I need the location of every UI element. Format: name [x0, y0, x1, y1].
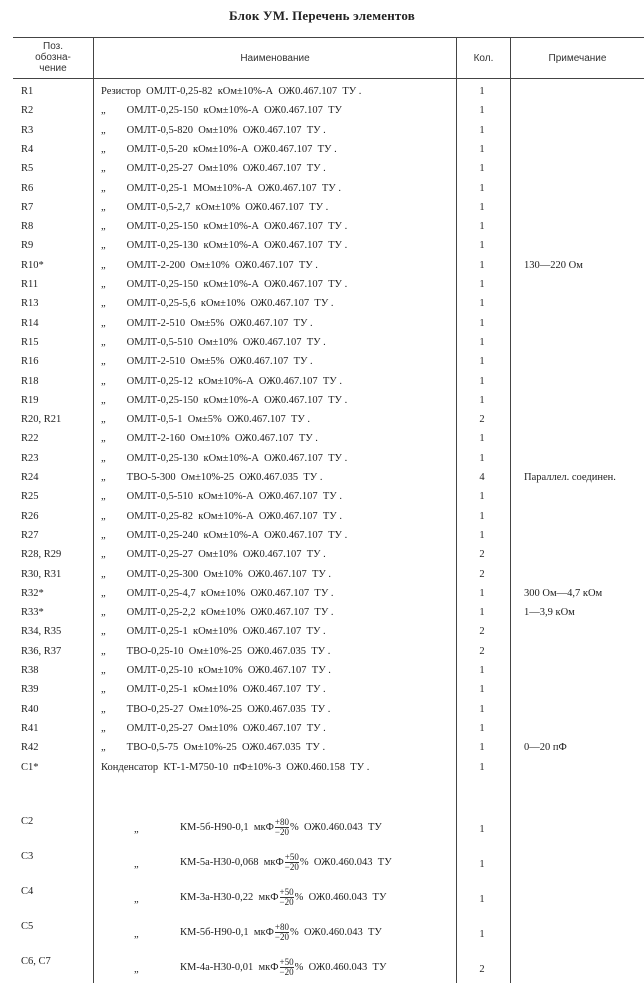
- row-quantity: 1: [479, 375, 485, 387]
- header-pos-line: обозна-: [35, 52, 71, 63]
- row-quantity: 1: [479, 929, 485, 940]
- row-name: „ ОМЛТ-0,25-130 кОм±10%-А ОЖ0.467.107 ТУ .: [101, 452, 348, 464]
- row-note: 0—20 пФ: [524, 742, 567, 754]
- tolerance-lower: −20: [284, 862, 299, 872]
- row-quantity: 1: [479, 587, 485, 599]
- row-tail: % ОЖ0.460.043 ТУ: [299, 856, 392, 868]
- header-pos-line: Поз.: [43, 41, 63, 52]
- row-name: „ ОМЛТ-0,5-820 Ом±10% ОЖ0.467.107 ТУ .: [101, 124, 326, 136]
- tolerance-upper: +50: [279, 957, 294, 967]
- row-ditto-mark: „: [134, 929, 139, 940]
- row-name: „ ОМЛТ-0,5-2,7 кОм±10% ОЖ0.467.107 ТУ .: [101, 201, 329, 213]
- row-position: R27: [21, 529, 39, 541]
- row-name: „ ОМЛТ-0,25-10 кОм±10% ОЖ0.467.107 ТУ .: [101, 665, 331, 676]
- header-name: Наименование: [240, 53, 310, 64]
- tolerance-upper: +80: [274, 817, 289, 827]
- tolerance-lower: −20: [279, 897, 294, 907]
- row-name: „ ОМЛТ-0,25-5,6 кОм±10% ОЖ0.467.107 ТУ .: [101, 298, 334, 310]
- row-name: „ ОМЛТ-0,25-27 Ом±10% ОЖ0.467.107 ТУ .: [101, 549, 326, 561]
- row-position: R11: [21, 279, 39, 290]
- row-position: C4: [21, 886, 34, 897]
- row-quantity: 1: [479, 105, 485, 117]
- row-quantity: 1: [479, 201, 485, 213]
- row-position: R6: [21, 182, 34, 194]
- row-position: R5: [21, 163, 34, 175]
- tolerance-upper: +50: [279, 887, 294, 897]
- row-ditto-mark: „: [134, 964, 139, 975]
- row-name: „ ТВО-0,25-10 Ом±10%-25 ОЖ0.467.035 ТУ .: [101, 645, 331, 657]
- row-name: [180, 818, 382, 837]
- row-position: R39: [21, 684, 39, 696]
- row-position: R36, R37: [21, 645, 62, 657]
- row-position: R3: [21, 124, 34, 136]
- row-part-code: КМ-4а-Н30-0,01 мкФ: [180, 961, 279, 973]
- row-quantity: 1: [479, 684, 485, 696]
- row-name: „ ОМЛТ-0,25-300 Ом±10% ОЖ0.467.107 ТУ .: [101, 568, 332, 580]
- row-name: „ ОМЛТ-0,25-12 кОм±10%-А ОЖ0.467.107 ТУ .: [101, 375, 342, 387]
- row-name: Конденсатор КТ-1-М750-10 пФ±10%-3 ОЖ0.460.158 ТУ .: [101, 761, 370, 773]
- row-position: R26: [21, 510, 39, 522]
- tolerance-fraction: [280, 888, 294, 907]
- row-position: R10*: [21, 259, 44, 271]
- row-ditto-mark: „: [134, 824, 139, 835]
- row-position: R41: [21, 722, 39, 734]
- row-quantity: 1: [479, 859, 485, 870]
- row-quantity: 1: [479, 259, 485, 271]
- row-quantity: 2: [479, 549, 485, 561]
- table-top-border: [13, 37, 644, 38]
- row-name: „ ОМЛТ-0,25-1 кОм±10% ОЖ0.467.107 ТУ .: [101, 684, 326, 696]
- tolerance-fraction: [275, 923, 289, 942]
- row-quantity: 1: [479, 182, 485, 194]
- row-part-code: КМ-3а-Н30-0,22 мкФ: [180, 891, 279, 903]
- row-name: „ ОМЛТ-0,5-1 Ом±5% ОЖ0.467.107 ТУ .: [101, 414, 311, 426]
- tolerance-lower: −20: [279, 967, 294, 977]
- row-position: R7: [21, 201, 34, 213]
- tolerance-fraction: [275, 818, 289, 837]
- row-position: R32*: [21, 587, 44, 599]
- header-pos: [14, 41, 92, 74]
- row-name: „ ОМЛТ-0,5-510 кОм±10%-А ОЖ0.467.107 ТУ .: [101, 491, 342, 503]
- row-part-code: КМ-5б-Н90-0,1 мкФ: [180, 926, 274, 938]
- row-name: „ ОМЛТ-0,25-27 Ом±10% ОЖ0.467.107 ТУ .: [101, 722, 326, 734]
- row-name: „ ТВО-5-300 Ом±10%-25 ОЖ0.467.035 ТУ .: [101, 472, 323, 483]
- row-quantity: 1: [479, 824, 485, 835]
- row-name: „ ОМЛТ-0,25-150 кОм±10%-А ОЖ0.467.107 ТУ: [101, 105, 342, 117]
- row-tail: % ОЖ0.460.043 ТУ: [294, 891, 387, 903]
- row-note: 130—220 Ом: [524, 259, 583, 271]
- row-name: „ ОМЛТ-0,5-20 кОм±10%-А ОЖ0.467.107 ТУ .: [101, 143, 337, 155]
- row-name: „ ОМЛТ-0,25-2,2 кОм±10% ОЖ0.467.107 ТУ .: [101, 607, 334, 619]
- row-name: „ ОМЛТ-0,5-510 Ом±10% ОЖ0.467.107 ТУ .: [101, 336, 326, 348]
- row-name: „ ОМЛТ-0,25-150 кОм±10%-А ОЖ0.467.107 ТУ .: [101, 221, 348, 233]
- row-tail: % ОЖ0.460.043 ТУ: [290, 926, 382, 938]
- row-name: „ ОМЛТ-0,25-240 кОм±10%-А ОЖ0.467.107 ТУ .: [101, 529, 348, 541]
- row-position: R18: [21, 375, 39, 387]
- tolerance-upper: +80: [274, 922, 289, 932]
- row-quantity: 1: [479, 240, 485, 252]
- row-name: [180, 958, 386, 977]
- row-quantity: 2: [479, 414, 485, 426]
- header-bottom-border: [13, 78, 644, 79]
- header-pos-line: чение: [39, 63, 67, 74]
- row-tail: % ОЖ0.460.043 ТУ: [290, 821, 382, 833]
- row-position: R15: [21, 336, 39, 348]
- row-quantity: 1: [479, 761, 485, 773]
- row-ditto-mark: „: [134, 894, 139, 905]
- row-quantity: 2: [479, 626, 485, 638]
- row-name: „ ОМЛТ-0,25-130 кОм±10%-А ОЖ0.467.107 ТУ .: [101, 240, 348, 252]
- row-position: R40: [21, 703, 39, 715]
- row-name: „ ОМЛТ-0,25-150 кОм±10%-А ОЖ0.467.107 ТУ .: [101, 394, 348, 406]
- column-divider-name: [456, 37, 457, 983]
- row-tail: % ОЖ0.460.043 ТУ: [294, 961, 387, 973]
- row-quantity: 1: [479, 491, 485, 503]
- row-note: 300 Ом—4,7 кОм: [524, 587, 603, 599]
- row-position: R14: [21, 317, 39, 329]
- row-name: „ ОМЛТ-0,25-4,7 кОм±10% ОЖ0.467.107 ТУ .: [101, 587, 334, 599]
- row-position: R20, R21: [21, 414, 62, 426]
- page-title: Блок УМ. Перечень элементов: [229, 8, 415, 23]
- row-position: R30, R31: [21, 568, 62, 580]
- row-position: C6, C7: [21, 956, 51, 967]
- row-quantity: 1: [479, 356, 485, 368]
- column-divider-pos: [93, 37, 94, 983]
- row-name: „ ОМЛТ-0,25-1 МОм±10%-А ОЖ0.467.107 ТУ .: [101, 182, 341, 194]
- header-qty: Кол.: [473, 53, 494, 64]
- row-name: „ ОМЛТ-0,25-1 кОм±10% ОЖ0.467.107 ТУ .: [101, 626, 326, 638]
- row-position: R34, R35: [21, 626, 62, 638]
- row-position: R4: [21, 143, 34, 155]
- row-part-code: КМ-5а-Н30-0,068 мкФ: [180, 856, 284, 868]
- row-name: Резистор ОМЛТ-0,25-82 кОм±10%-А ОЖ0.467.107 ТУ .: [101, 86, 362, 97]
- column-divider-qty: [510, 37, 511, 983]
- tolerance-upper: +50: [284, 852, 299, 862]
- row-part-code: КМ-5б-Н90-0,1 мкФ: [180, 821, 274, 833]
- row-quantity: 4: [479, 472, 485, 483]
- row-position: R9: [21, 240, 34, 252]
- row-note: 1—3,9 кОм: [524, 607, 575, 619]
- tolerance-lower: −20: [274, 932, 289, 942]
- row-name: „ ОМЛТ-2-510 Ом±5% ОЖ0.467.107 ТУ .: [101, 317, 313, 329]
- row-name: „ ОМЛТ-0,25-27 Ом±10% ОЖ0.467.107 ТУ .: [101, 163, 326, 175]
- row-name: „ ОМЛТ-0,25-150 кОм±10%-А ОЖ0.467.107 ТУ .: [101, 279, 348, 290]
- row-position: R22: [21, 433, 39, 445]
- row-name: „ ТВО-0,25-27 Ом±10%-25 ОЖ0.467.035 ТУ .: [101, 703, 331, 715]
- row-position: R38: [21, 665, 39, 676]
- row-quantity: 1: [479, 452, 485, 464]
- row-position: R16: [21, 356, 39, 368]
- row-position: R25: [21, 491, 39, 503]
- row-position: R2: [21, 105, 34, 117]
- row-position: R19: [21, 394, 39, 406]
- row-quantity: 2: [479, 568, 485, 580]
- row-quantity: 1: [479, 394, 485, 406]
- row-position: C1*: [21, 761, 39, 773]
- row-quantity: 1: [479, 665, 485, 676]
- row-position: R1: [21, 86, 34, 97]
- row-quantity: 1: [479, 742, 485, 754]
- row-quantity: 2: [479, 645, 485, 657]
- row-quantity: 1: [479, 143, 485, 155]
- row-quantity: 1: [479, 529, 485, 541]
- row-name: „ ТВО-0,5-75 Ом±10%-25 ОЖ0.467.035 ТУ .: [101, 742, 326, 754]
- row-quantity: 1: [479, 124, 485, 136]
- row-position: R8: [21, 221, 34, 233]
- row-position: R13: [21, 298, 39, 310]
- row-quantity: 1: [479, 86, 485, 97]
- row-quantity: 1: [479, 722, 485, 734]
- row-position: R28, R29: [21, 549, 62, 561]
- row-quantity: 1: [479, 703, 485, 715]
- row-name: „ ОМЛТ-2-200 Ом±10% ОЖ0.467.107 ТУ .: [101, 259, 318, 271]
- row-quantity: 1: [479, 221, 485, 233]
- row-position: R42: [21, 742, 39, 754]
- row-position: C3: [21, 851, 34, 862]
- tolerance-fraction: [285, 853, 299, 872]
- row-quantity: 1: [479, 279, 485, 290]
- row-quantity: 1: [479, 317, 485, 329]
- row-position: R33*: [21, 607, 44, 619]
- row-note: Параллел. соединен.: [524, 472, 616, 483]
- row-quantity: 1: [479, 336, 485, 348]
- row-quantity: 1: [479, 510, 485, 522]
- row-position: R23: [21, 452, 39, 464]
- row-name: „ ОМЛТ-2-160 Ом±10% ОЖ0.467.107 ТУ .: [101, 433, 318, 445]
- row-position: R24: [21, 472, 39, 483]
- row-quantity: 1: [479, 433, 485, 445]
- row-name: [180, 888, 386, 907]
- row-name: „ ОМЛТ-2-510 Ом±5% ОЖ0.467.107 ТУ .: [101, 356, 313, 368]
- tolerance-fraction: [280, 958, 294, 977]
- row-ditto-mark: „: [134, 859, 139, 870]
- row-name: [180, 853, 392, 872]
- tolerance-lower: −20: [274, 827, 289, 837]
- header-note: Примечание: [548, 53, 607, 64]
- row-position: C5: [21, 921, 34, 932]
- row-quantity: 1: [479, 163, 485, 175]
- row-quantity: 1: [479, 607, 485, 619]
- row-name: „ ОМЛТ-0,25-82 кОм±10%-А ОЖ0.467.107 ТУ .: [101, 510, 342, 522]
- row-quantity: 1: [479, 298, 485, 310]
- row-position: C2: [21, 816, 34, 827]
- row-quantity: 2: [479, 964, 485, 975]
- row-quantity: 1: [479, 894, 485, 905]
- row-name: [180, 923, 382, 942]
